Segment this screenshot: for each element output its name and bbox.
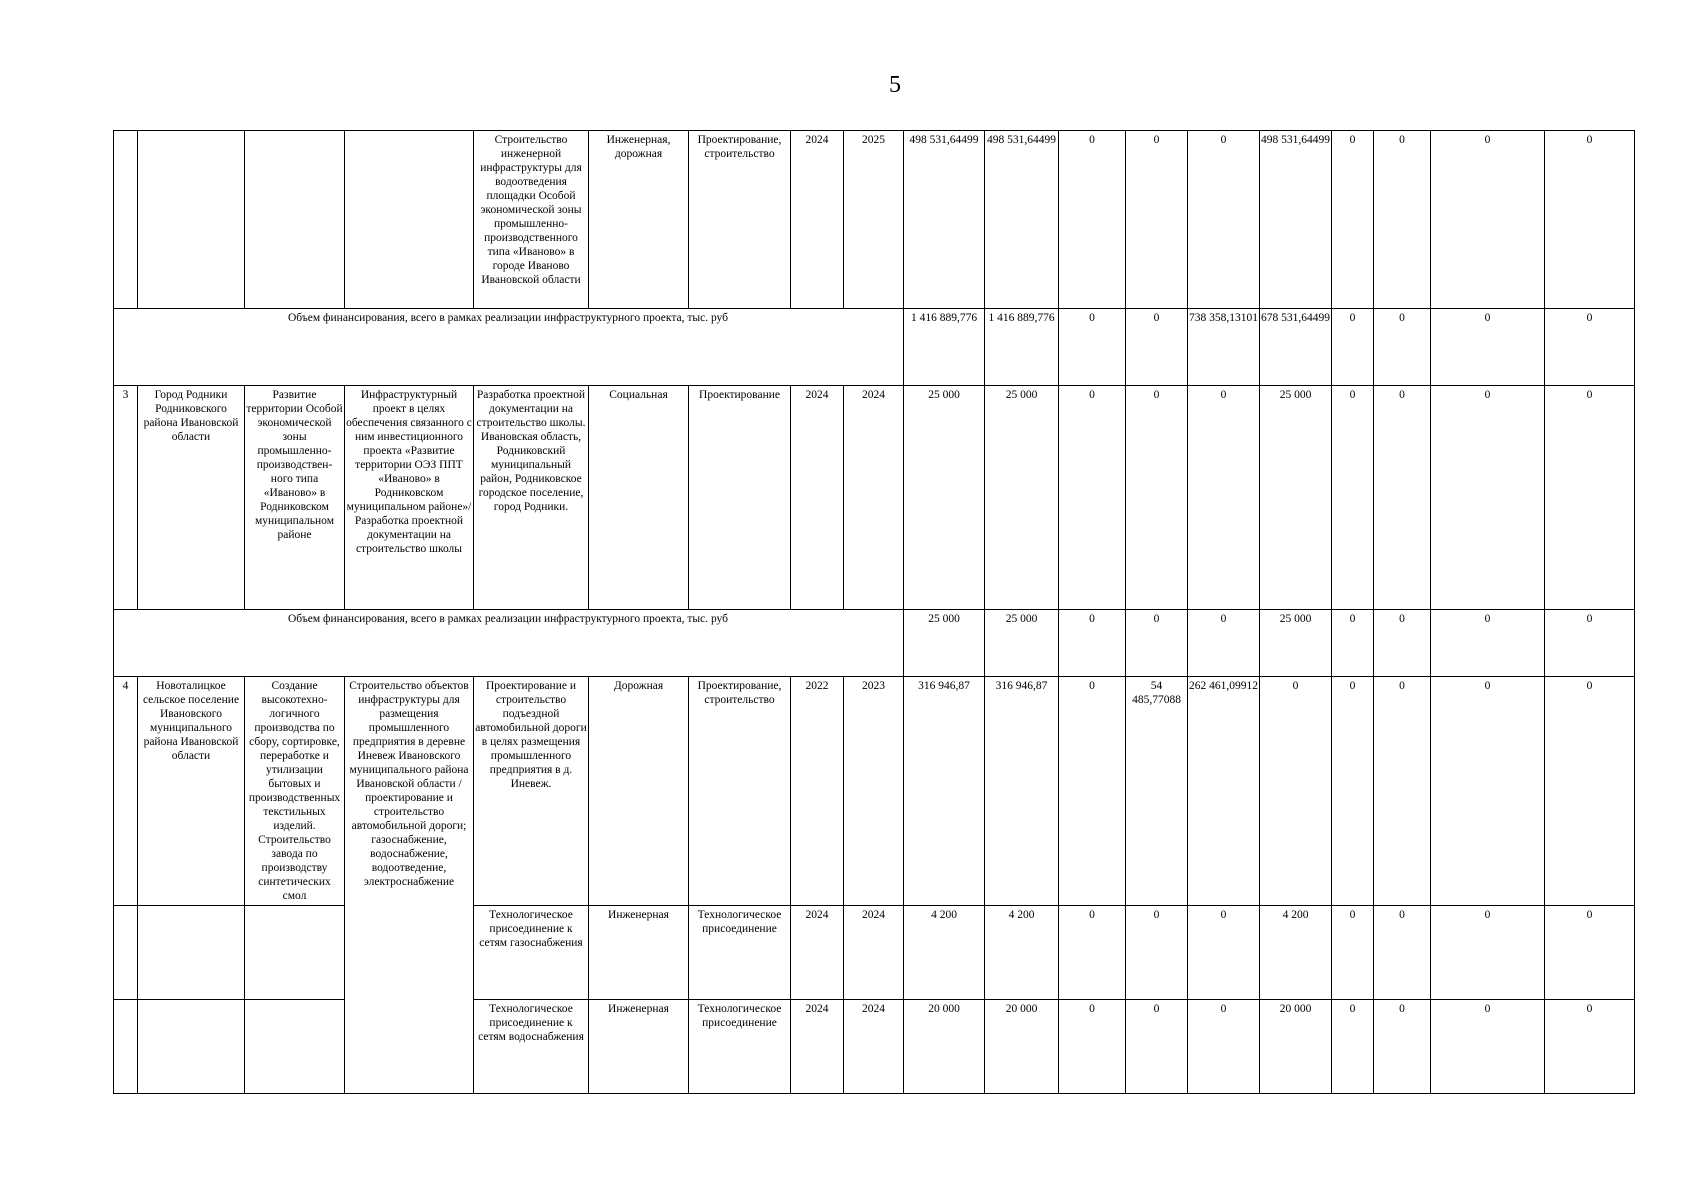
investment-project-cell <box>245 131 345 309</box>
value-cell: 0 <box>1260 677 1332 906</box>
start-year-cell: 2024 <box>791 1000 844 1094</box>
value-cell: 0 <box>1374 906 1431 1000</box>
value-cell: 25 000 <box>1260 386 1332 610</box>
municipality-cell <box>138 131 245 309</box>
value-cell: 0 <box>1059 610 1126 677</box>
value-cell: 25 000 <box>985 386 1059 610</box>
num-cell <box>114 1000 138 1094</box>
value-cell: 0 <box>1374 1000 1431 1094</box>
page-number: 5 <box>889 72 901 98</box>
value-cell: 0 <box>1545 906 1635 1000</box>
work-cell: Проектирование, строительство <box>689 677 791 906</box>
value-cell: 0 <box>1059 131 1126 309</box>
value-cell: 4 200 <box>985 906 1059 1000</box>
value-cell: 498 531,64499 <box>1260 131 1332 309</box>
value-cell: 0 <box>1188 131 1260 309</box>
num-cell <box>114 906 138 1000</box>
value-cell: 0 <box>1126 309 1188 386</box>
value-cell: 0 <box>1545 677 1635 906</box>
value-cell: 0 <box>1431 677 1545 906</box>
value-cell: 1 416 889,776 <box>904 309 985 386</box>
value-cell: 0 <box>1126 1000 1188 1094</box>
start-year-cell: 2022 <box>791 677 844 906</box>
infra-project-cell: Строительство объектов инфраструктуры для размещения промышленного предприятия в деревне Иневеж Ивановского муниципального района Ивановской области / проектирование и строительство автомобильной дороги; газоснабжение, водоснабжение, водоотведение, электроснабжение <box>345 677 474 1094</box>
value-cell: 0 <box>1431 309 1545 386</box>
object-cell: Разработка проектной документации на строительство школы. Ивановская область, Родниковский муниципальный район, Родниковское городское поселение, город Родники. <box>474 386 589 610</box>
object-cell: Строительство инженерной инфраструктуры для водоотведения площадки Особой экономической зоны промышленно-производственного типа «Иваново» в городе Иваново Ивановской области <box>474 131 589 309</box>
value-cell: 0 <box>1332 610 1374 677</box>
value-cell: 0 <box>1374 309 1431 386</box>
value-cell: 0 <box>1332 677 1374 906</box>
work-cell: Проектирование, строительство <box>689 131 791 309</box>
municipality-cell: Новоталицкое сельское поселение Ивановского муниципального района Ивановской области <box>138 677 245 906</box>
value-cell: 0 <box>1431 131 1545 309</box>
start-year-cell: 2024 <box>791 131 844 309</box>
object-cell: Технологическое присоединение к сетям водоснабжения <box>474 1000 589 1094</box>
value-cell: 738 358,13101 <box>1188 309 1260 386</box>
start-year-cell: 2024 <box>791 906 844 1000</box>
value-cell: 678 531,64499 <box>1260 309 1332 386</box>
infra-project-cell: Инфраструктурный проект в целях обеспечения связанного с ним инвестиционного проекта «Развитие территории ОЭЗ ППТ «Иваново» в Родниковском муниципальном районе»/Разработка проектной документации на строительство школы <box>345 386 474 610</box>
value-cell: 0 <box>1431 610 1545 677</box>
value-cell: 0 <box>1059 309 1126 386</box>
object-cell: Технологическое присоединение к сетям газоснабжения <box>474 906 589 1000</box>
value-cell: 0 <box>1126 386 1188 610</box>
value-cell: 498 531,64499 <box>904 131 985 309</box>
value-cell: 1 416 889,776 <box>985 309 1059 386</box>
value-cell: 0 <box>1332 386 1374 610</box>
value-cell: 25 000 <box>985 610 1059 677</box>
value-cell: 20 000 <box>985 1000 1059 1094</box>
type-cell: Инженерная <box>589 1000 689 1094</box>
value-cell: 0 <box>1332 131 1374 309</box>
total-label: Объем финансирования, всего в рамках реализации инфраструктурного проекта, тыс. руб <box>114 309 904 386</box>
object-cell: Проектирование и строительство подъездной автомобильной дороги в целях размещения промышленного предприятия в д. Иневеж. <box>474 677 589 906</box>
value-cell: 20 000 <box>904 1000 985 1094</box>
value-cell: 0 <box>1374 386 1431 610</box>
value-cell: 25 000 <box>1260 610 1332 677</box>
investment-project-cell <box>245 1000 345 1094</box>
value-cell: 0 <box>1545 309 1635 386</box>
end-year-cell: 2024 <box>844 1000 904 1094</box>
value-cell: 0 <box>1332 309 1374 386</box>
value-cell: 0 <box>1431 386 1545 610</box>
total-label: Объем финансирования, всего в рамках реализации инфраструктурного проекта, тыс. руб <box>114 610 904 677</box>
table-row <box>114 386 1635 610</box>
municipality-cell <box>138 1000 245 1094</box>
total-row <box>114 309 1635 386</box>
end-year-cell: 2023 <box>844 677 904 906</box>
type-cell: Инженерная <box>589 906 689 1000</box>
table-row <box>114 1000 1635 1094</box>
value-cell: 0 <box>1188 1000 1260 1094</box>
value-cell: 25 000 <box>904 610 985 677</box>
value-cell: 316 946,87 <box>985 677 1059 906</box>
num-cell: 4 <box>114 677 138 906</box>
work-cell: Технологическое присоединение <box>689 1000 791 1094</box>
value-cell: 0 <box>1374 677 1431 906</box>
value-cell: 20 000 <box>1260 1000 1332 1094</box>
value-cell: 0 <box>1545 610 1635 677</box>
value-cell: 0 <box>1059 1000 1126 1094</box>
municipality-cell: Город Родники Родниковского района Ивановской области <box>138 386 245 610</box>
table-row <box>114 677 1635 906</box>
value-cell: 0 <box>1188 906 1260 1000</box>
value-cell: 498 531,64499 <box>985 131 1059 309</box>
value-cell: 25 000 <box>904 386 985 610</box>
value-cell: 0 <box>1545 1000 1635 1094</box>
total-row <box>114 610 1635 677</box>
end-year-cell: 2024 <box>844 386 904 610</box>
end-year-cell: 2024 <box>844 906 904 1000</box>
value-cell: 0 <box>1332 1000 1374 1094</box>
value-cell: 0 <box>1374 131 1431 309</box>
work-cell: Проектирование <box>689 386 791 610</box>
value-cell: 0 <box>1545 386 1635 610</box>
value-cell: 0 <box>1126 131 1188 309</box>
type-cell: Дорожная <box>589 677 689 906</box>
value-cell: 0 <box>1126 610 1188 677</box>
num-cell <box>114 131 138 309</box>
value-cell: 4 200 <box>904 906 985 1000</box>
value-cell: 0 <box>1545 131 1635 309</box>
value-cell: 0 <box>1188 386 1260 610</box>
type-cell: Инженерная, дорожная <box>589 131 689 309</box>
infra-project-cell <box>345 131 474 309</box>
table-row <box>114 131 1635 309</box>
value-cell: 0 <box>1059 906 1126 1000</box>
value-cell: 0 <box>1059 677 1126 906</box>
investment-project-cell: Развитие территории Особой экономической зоны промышленно-производствен-ного типа «Иваново» в Родниковском муниципальном районе <box>245 386 345 610</box>
value-cell: 0 <box>1188 610 1260 677</box>
table-row <box>114 906 1635 1000</box>
municipality-cell <box>138 906 245 1000</box>
investment-project-cell <box>245 906 345 1000</box>
num-cell: 3 <box>114 386 138 610</box>
start-year-cell: 2024 <box>791 386 844 610</box>
infrastructure-projects-table <box>113 130 1635 1094</box>
value-cell: 0 <box>1431 906 1545 1000</box>
value-cell: 54 485,77088 <box>1126 677 1188 906</box>
value-cell: 262 461,09912 <box>1188 677 1260 906</box>
value-cell: 0 <box>1374 610 1431 677</box>
investment-project-cell: Создание высокотехно-логичного производства по сбору, сортировке, переработке и утилизации бытовых и производственных текстильных изделий. Строительство завода по производству синтетических смол <box>245 677 345 906</box>
value-cell: 0 <box>1431 1000 1545 1094</box>
type-cell: Социальная <box>589 386 689 610</box>
value-cell: 0 <box>1059 386 1126 610</box>
value-cell: 316 946,87 <box>904 677 985 906</box>
value-cell: 0 <box>1126 906 1188 1000</box>
end-year-cell: 2025 <box>844 131 904 309</box>
work-cell: Технологическое присоединение <box>689 906 791 1000</box>
value-cell: 4 200 <box>1260 906 1332 1000</box>
value-cell: 0 <box>1332 906 1374 1000</box>
